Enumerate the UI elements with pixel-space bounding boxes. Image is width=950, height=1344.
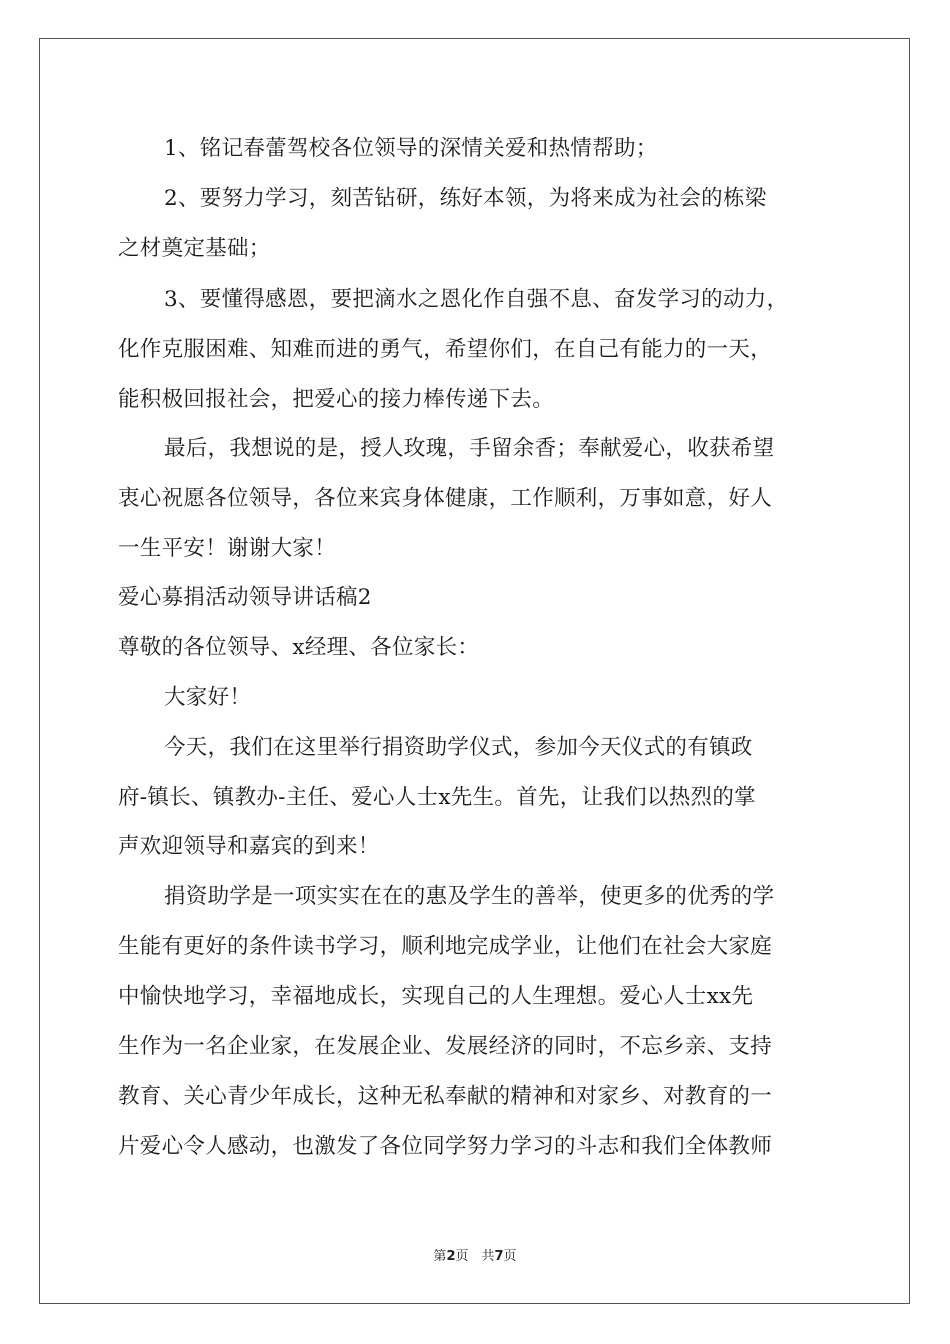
- text-line: 中愉快地学习，幸福地成长，实现自己的人生理想。爱心人士xx先: [118, 984, 754, 1009]
- section-heading: 爱心募捐活动领导讲话稿2: [118, 585, 372, 610]
- text-line: 教育、关心青少年成长，这种无私奉献的精神和对家乡、对教育的一: [118, 1084, 773, 1109]
- text-line: 衷心祝愿各位领导，各位来宾身体健康，工作顺利，万事如意，好人: [118, 486, 773, 511]
- text-line: 一生平安！谢谢大家！: [118, 536, 337, 561]
- text-line: 捐资助学是一项实实在在的惠及学生的善举，使更多的优秀的学: [164, 884, 775, 909]
- total-pages-number: 7: [494, 1249, 504, 1264]
- text-line: 2、要努力学习，刻苦钻研，练好本领，为将来成为社会的栋梁: [164, 186, 767, 211]
- text-line: 生能有更好的条件读书学习，顺利地完成学业，让他们在社会大家庭: [118, 934, 773, 959]
- text-line: 生作为一名企业家，在发展企业、发展经济的同时，不忘乡亲、支持: [118, 1034, 773, 1059]
- text-line: 片爱心令人感动，也激发了各位同学努力学习的斗志和我们全体教师: [118, 1134, 773, 1159]
- footer-prefix: 第: [433, 1249, 447, 1264]
- text-line: 化作克服困难、知难而进的勇气，希望你们，在自己有能力的一天，: [118, 337, 773, 362]
- text-line: 之材奠定基础；: [118, 236, 271, 261]
- footer-suffix: 页: [503, 1249, 517, 1264]
- text-line: 3、要懂得感恩，要把滴水之恩化作自强不息、奋发学习的动力，: [164, 287, 789, 312]
- text-line: 府-镇长、镇教办-主任、爱心人士x先生。首先，让我们以热烈的掌: [118, 785, 756, 810]
- text-line: 最后，我想说的是，授人玫瑰，手留余香；奉献爱心，收获希望: [164, 436, 775, 461]
- text-line: 1、铭记春蕾驾校各位领导的深情关爱和热情帮助；: [164, 136, 658, 161]
- greeting: 大家好！: [164, 685, 252, 710]
- page-border: [39, 38, 910, 1304]
- text-line: 声欢迎领导和嘉宾的到来！: [118, 834, 380, 859]
- page-footer: [0, 1245, 950, 1264]
- text-line: 今天，我们在这里举行捐资助学仪式，参加今天仪式的有镇政: [164, 735, 753, 760]
- salutation: 尊敬的各位领导、x经理、各位家长：: [118, 635, 480, 660]
- footer-middle: 页 共: [455, 1249, 495, 1264]
- current-page-number: 2: [446, 1249, 456, 1264]
- text-line: 能积极回报社会，把爱心的接力棒传递下去。: [118, 387, 555, 412]
